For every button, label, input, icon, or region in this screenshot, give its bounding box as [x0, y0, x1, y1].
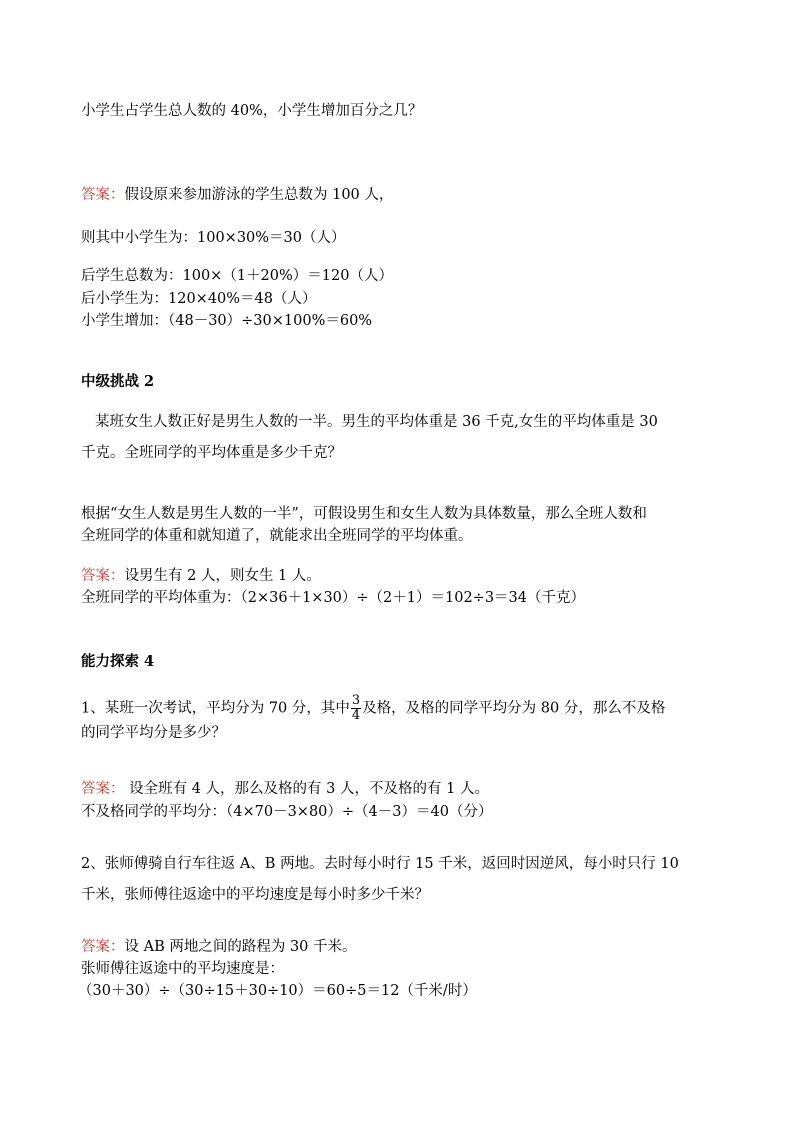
- intro-answer-line: [81, 185, 393, 205]
- q1-line-2: 的同学平均分是多少？: [81, 725, 226, 741]
- answer-label: 答案：: [81, 781, 125, 797]
- section1-hint-line-1: 根据“女生人数是男生人数的一半”，可假设男生和女生人数为具体数量，那么全班人数和: [81, 506, 647, 522]
- answer-text: 设全班有 4 人，那么及格的有 3 人，不及格的有 1 人。: [124, 781, 489, 797]
- section1-hint-line-2: 全班同学的体重和就知道了，就能求出全班同学的平均体重。: [81, 528, 473, 544]
- a1-line-1: [81, 779, 489, 799]
- intro-line-2: 则其中小学生为：100×30%＝30（人）: [81, 230, 346, 246]
- answer-label: 答案：: [81, 187, 125, 203]
- fraction: [351, 694, 361, 723]
- answer-text: 设男生有 2 人，则女生 1 人。: [124, 568, 321, 584]
- answer-label: 答案：: [81, 568, 125, 584]
- q1-text-start: 1、某班一次考试，平均分为 70 分，其中: [81, 700, 350, 717]
- fraction-numerator: 3: [351, 693, 361, 708]
- q2-line-1: 2、张师傅骑自行车往返 A、B 两地。去时每小时行 15 千米，返回时因逆风，每小时只行 10: [81, 856, 679, 872]
- fraction-denominator: 4: [351, 708, 361, 723]
- intro-line-3: 后学生总数为：100×（1＋20%）＝120（人）: [81, 268, 393, 284]
- intro-line-4: 后小学生为：120×40%＝48（人）: [81, 291, 317, 307]
- q1-line-1: [81, 694, 665, 723]
- answer-text: 设 AB 两地之间的路程为 30 千米。: [124, 939, 357, 955]
- a1-line-2: 不及格同学的平均分：（4×70－3×80）÷（4－3）＝40（分）: [81, 804, 493, 820]
- section-title-1: 中级挑战 2: [81, 373, 155, 390]
- section1-question-line-1: 某班女生人数正好是男生人数的一半。男生的平均体重是 36 千克,女生的平均体重是 30: [95, 414, 658, 430]
- q2-line-2: 千米，张师傅往返途中的平均速度是每小时多少千米？: [81, 887, 429, 903]
- a2-line-2: 张师傅往返途中的平均速度是：: [81, 961, 284, 977]
- a2-line-3: （30＋30）÷（30÷15＋30÷10）＝60÷5＝12（千米/时）: [78, 983, 477, 999]
- answer-label: 答案：: [81, 939, 125, 955]
- section1-answer-line-2: 全班同学的平均体重为：（2×36＋1×30）÷（2＋1）＝102÷3＝34（千克）: [81, 590, 586, 606]
- section-title-2: 能力探索 4: [81, 653, 155, 670]
- intro-line-5: 小学生增加：（48－30）÷30×100%＝60%: [81, 313, 373, 329]
- q1-text-end: 及格，及格的同学平均分为 80 分，那么不及格: [362, 700, 666, 717]
- answer-text: 假设原来参加游泳的学生总数为 100 人，: [124, 187, 394, 203]
- a2-line-1: [81, 937, 357, 957]
- section1-question-line-2: 千克。全班同学的平均体重是多少千克？: [81, 445, 342, 461]
- intro-question-line: 小学生占学生总人数的 40%，小学生增加百分之几？: [81, 103, 423, 119]
- section1-answer-line-1: [81, 566, 321, 586]
